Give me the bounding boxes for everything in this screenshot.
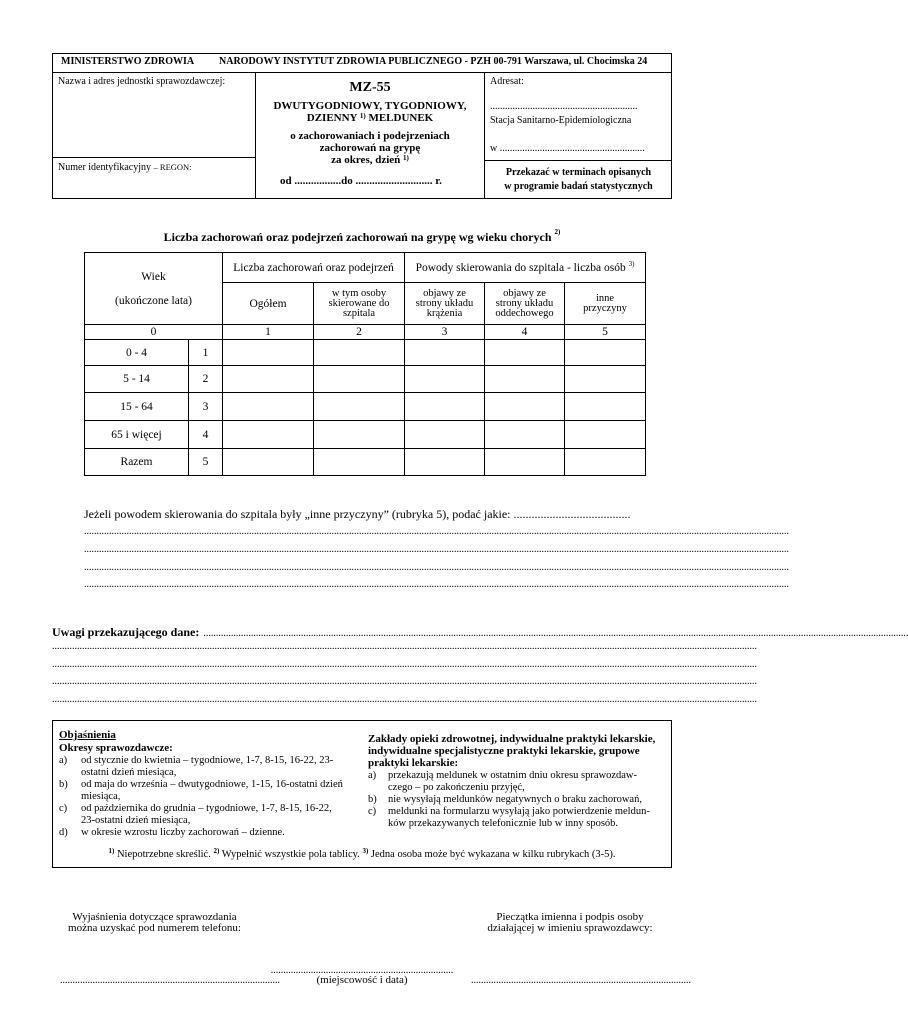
form-code: MZ-55 [349,80,391,95]
col-number: 5 [565,325,646,340]
hospital-reasons-header: Powody skierowania do szpitala - liczba osób $^{3)}$ [405,253,646,283]
unit-name-label: Nazwa i adres jednostki sprawozdawczej: [58,76,226,87]
age-label: 0 - 4 [85,340,189,366]
col-number: 3 [405,325,485,340]
cases-group-header: Liczba zachorowań oraz podejrzeń [223,253,405,283]
table-row [85,421,646,449]
deadline-note: Przekazać w terminach opisanych w programie badań statystycznych [504,167,653,192]
data-cell[interactable] [565,421,646,449]
dotted-line[interactable]: .......................................................................................................................................................................................................................................................................................... [84,544,789,555]
col-respiratory-header: objawy ze strony układu oddechowego [485,283,565,325]
data-cell[interactable] [314,340,405,366]
data-cell[interactable] [314,421,405,449]
table-row [85,366,646,393]
data-cell[interactable] [485,340,565,366]
ministry-name: MINISTERSTWO ZDROWIA [61,56,195,67]
data-cell[interactable] [405,449,485,476]
data-cell[interactable] [405,421,485,449]
data-cell[interactable] [565,393,646,421]
phone-dots[interactable]: ........................................................................................ [60,975,280,986]
header-divider [52,72,672,73]
age-label: Razem [85,449,189,476]
form-title: DWUTYGODNIOWY, TYGODNIOWY, DZIENNY $^{1)}$ MELDUNEK [273,100,467,124]
dotted-line[interactable]: .......................................................................................................................................................................................................................................................................................... [52,676,757,687]
col-number: 2 [314,325,405,340]
flu-cases-table [84,252,646,476]
data-cell[interactable] [405,340,485,366]
addressee-city[interactable]: w .......................................................... [490,143,645,154]
data-cell[interactable] [485,421,565,449]
data-cell[interactable] [223,393,314,421]
addressee-dots[interactable]: ........................................................... [490,101,638,112]
data-cell[interactable] [314,449,405,476]
addressee-label: Adresat: [490,76,524,87]
row-number: 4 [189,421,223,449]
phone-info: Wyjaśnienia dotyczące sprawozdania można uzyskać pod numerem telefonu: [68,911,241,934]
data-cell[interactable] [485,449,565,476]
header-right-split [484,160,672,161]
place-date-dots[interactable]: ......................................................................... [270,965,454,976]
row-number: 5 [189,449,223,476]
signature-info: Pieczątka imienna i podpis osoby działającej w imieniu sprawozdawcy: [487,911,653,934]
form-subtitle: o zachorowaniach i podejrzeniach zachorowań na grypę za okres, dzień $^{1)}$ [290,130,450,166]
age-label: 15 - 64 [85,393,189,421]
col-number: 0 [85,325,223,340]
data-cell[interactable] [485,366,565,393]
data-cell[interactable] [405,393,485,421]
col-hospitalized-header: w tym osoby skierowane do szpitala [314,283,405,325]
row-number: 1 [189,340,223,366]
table-row [85,393,646,421]
age-header: Wiek (ukończone lata) [85,253,223,325]
dotted-line[interactable]: .......................................................................................................................................................................................................................................................................................... [84,526,789,537]
age-label: 5 - 14 [85,366,189,393]
remarks-row[interactable]: Uwagi przekazującego dane: .......................................................................................................................................................................................................................................................................................... [52,625,908,639]
data-cell[interactable] [314,366,405,393]
dotted-line[interactable]: .......................................................................................................................................................................................................................................................................................... [52,694,757,705]
col-other-header: inne przyczyny [565,283,646,325]
row-number: 3 [189,393,223,421]
signature-dots[interactable]: ........................................................................................ [471,975,691,986]
row-number: 2 [189,366,223,393]
dotted-line[interactable]: .......................................................................................................................................................................................................................................................................................... [52,659,757,670]
section-title: Liczba zachorowań oraz podejrzeń zachorowań na grypę wg wieku chorych $^{2)}$ [163,228,561,244]
data-cell[interactable] [314,393,405,421]
periods-title: Okresy sprawozdawcze: [59,742,173,754]
period-field[interactable]: od .................do ............................ r. [280,175,442,187]
place-date-label: (miejscowość i data) [316,974,408,986]
facilities-list: a) przekazują meldunek w ostatnim dniu okresu sprawozdaw- czego – po zakończeniu przyjęć, b) nie wysyłają meldunków negatywnych o braku zachorowań, c) meldunki na formularzu wysyłają jako potwierdzenie meldun- ków przekazywanych telefonicznie lub w inny sposób. [368,770,650,829]
data-cell[interactable] [565,366,646,393]
dotted-line[interactable]: .......................................................................................................................................................................................................................................................................................... [84,562,789,573]
table-row [85,340,646,366]
data-cell[interactable] [405,366,485,393]
dotted-line[interactable]: .......................................................................................................................................................................................................................................................................................... [84,579,789,590]
data-cell[interactable] [565,449,646,476]
data-cell[interactable] [223,366,314,393]
col-number: 1 [223,325,314,340]
facilities-title: Zakłady opieki zdrowotnej, indywidualne praktyki lekarskie, indywidualne specjalistyczne praktyki lekarskie, grupowe praktyki lekarskie: [368,733,656,769]
data-cell[interactable] [223,449,314,476]
data-cell[interactable] [565,340,646,366]
explanations-title: Objaśnienia [59,729,116,741]
periods-list: a) od stycznie do kwietnia – tygodniowe, 1-7, 8-15, 16-22, 23- ostatni dzień miesiąca, b) od maja do września – dwutygodniowe, 1-15, 16-ostatni dzień miesiąca, c) od października do grudnia – tygodniowe, 1-7, 8-15, 16-22, 23-ostatni dzień miesiąca, d) w okresie wzrostu liczby zachorowań – dzienne. [59,755,343,838]
data-cell[interactable] [223,421,314,449]
data-cell[interactable] [223,340,314,366]
dotted-line[interactable]: .......................................................................................................................................................................................................................................................................................... [52,641,757,652]
other-reasons-prompt[interactable]: Jeżeli powodem skierowania do szpitala były „inne przyczyny” (rubryka 5), podać jakie: ....................................... [84,507,631,521]
institute-name: NARODOWY INSTYTUT ZDROWIA PUBLICZNEGO - PZH 00-791 Warszawa, ul. Chocimska 24 [219,56,648,67]
table-row [85,449,646,476]
data-cell[interactable] [485,393,565,421]
footnotes: $^{1)}$ Niepotrzebne skreślić. $^{2)}$ Wypełnić wszystkie pola tablicy. $^{3)}$ Jedna osoba może być wykazana w kilku rubrykach (3-5). [108,847,616,860]
id-label: Numer identyfikacyjny – REGON: [58,162,192,173]
remarks-label: Uwagi przekazującego dane: [52,625,200,639]
addressee-name: Stacja Sanitarno-Epidemiologiczna [490,115,632,126]
col-total-header: Ogółem [223,283,314,325]
header-left-split [52,157,255,158]
col-number: 4 [485,325,565,340]
col-circulatory-header: objawy ze strony układu krążenia [405,283,485,325]
age-label: 65 i więcej [85,421,189,449]
